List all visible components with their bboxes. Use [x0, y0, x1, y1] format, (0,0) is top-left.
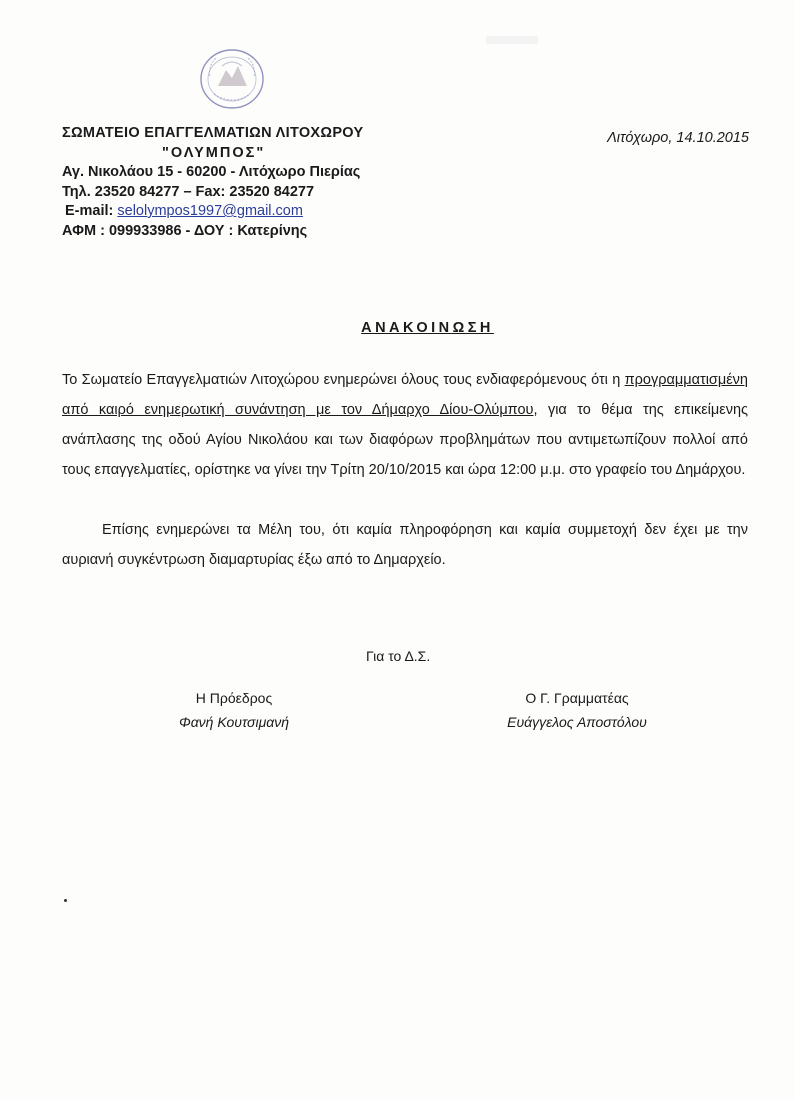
- title-text: ΑΝΑΚΟΙΝΩΣΗ: [361, 320, 494, 336]
- signature-president-name: Φανή Κουτσιμανή: [178, 714, 290, 730]
- paragraph-1-end: , για το θέμα της επικείμενης ανάπλασης της οδού Αγίου Νικολάου και των διαφόρων προβλημάτων που αντιμετωπίζουν πολλοί από τους επαγγελματίες, ορίστηκε να γίνει την Τρίτη 20/10/2015 και ώρα 12:00 μ.μ. στο γραφείο του Δημάρχου.: [62, 402, 748, 478]
- email-label: E-mail:: [65, 203, 118, 219]
- email-link[interactable]: selolympos1997@gmail.com: [117, 203, 303, 219]
- scan-artifact: [486, 36, 538, 44]
- stray-mark: [64, 899, 67, 902]
- paragraph-1-start: Το Σωματείο Επαγγελματιών Λιτοχώρου ενημερώνει όλους τους ενδιαφερόμενους ότι η: [62, 372, 625, 388]
- email-line: [62, 202, 363, 222]
- sender-block: [62, 124, 363, 241]
- tax-info-line: ΑΦΜ : 099933986 - ΔΟΥ : Κατερίνης: [62, 222, 308, 239]
- signature-secretary-name: Ευάγγελος Αποστόλου: [507, 714, 647, 730]
- document-title: [0, 320, 795, 336]
- signature-secretary: [484, 686, 670, 734]
- signature-secretary-role: Ο Γ. Γραμματέας: [525, 690, 629, 706]
- phone-fax-line: Τηλ. 23520 84277 – Fax: 23520 84277: [62, 183, 315, 200]
- paragraph-1-underlined: προγραμματισμένη από καιρό ενημερωτική συνάντηση με τον Δήμαρχο Δίου-Ολύμπου: [62, 372, 748, 418]
- paragraph-2: Επίσης ενημερώνει τα Μέλη του, ότι καμία πληροφόρηση και καμία συμμετοχή δεν έχει με την αυριανή συγκέντρωση διαμαρτυρίας έξω από το Δημαρχείο.: [62, 522, 748, 568]
- address-line: Αγ. Νικολάου 15 - 60200 - Λιτόχωρο Πιερίας: [62, 164, 361, 180]
- signature-president-role: Η Πρόεδρος: [195, 690, 273, 706]
- document-date: Λιτόχωρο, 14.10.2015: [607, 130, 749, 146]
- organization-motto: "ΟΛΥΜΠΟΣ": [162, 144, 266, 161]
- organization-seal-icon: [196, 46, 268, 112]
- organization-name: ΣΩΜΑΤΕΙΟ ΕΠΑΓΓΕΛΜΑΤΙΩΝ ΛΙΤΟΧΩΡΟΥ: [62, 125, 364, 141]
- signature-president: [150, 686, 318, 734]
- paragraph-1: [62, 365, 748, 485]
- for-board-label: Για το Δ.Σ.: [366, 648, 431, 664]
